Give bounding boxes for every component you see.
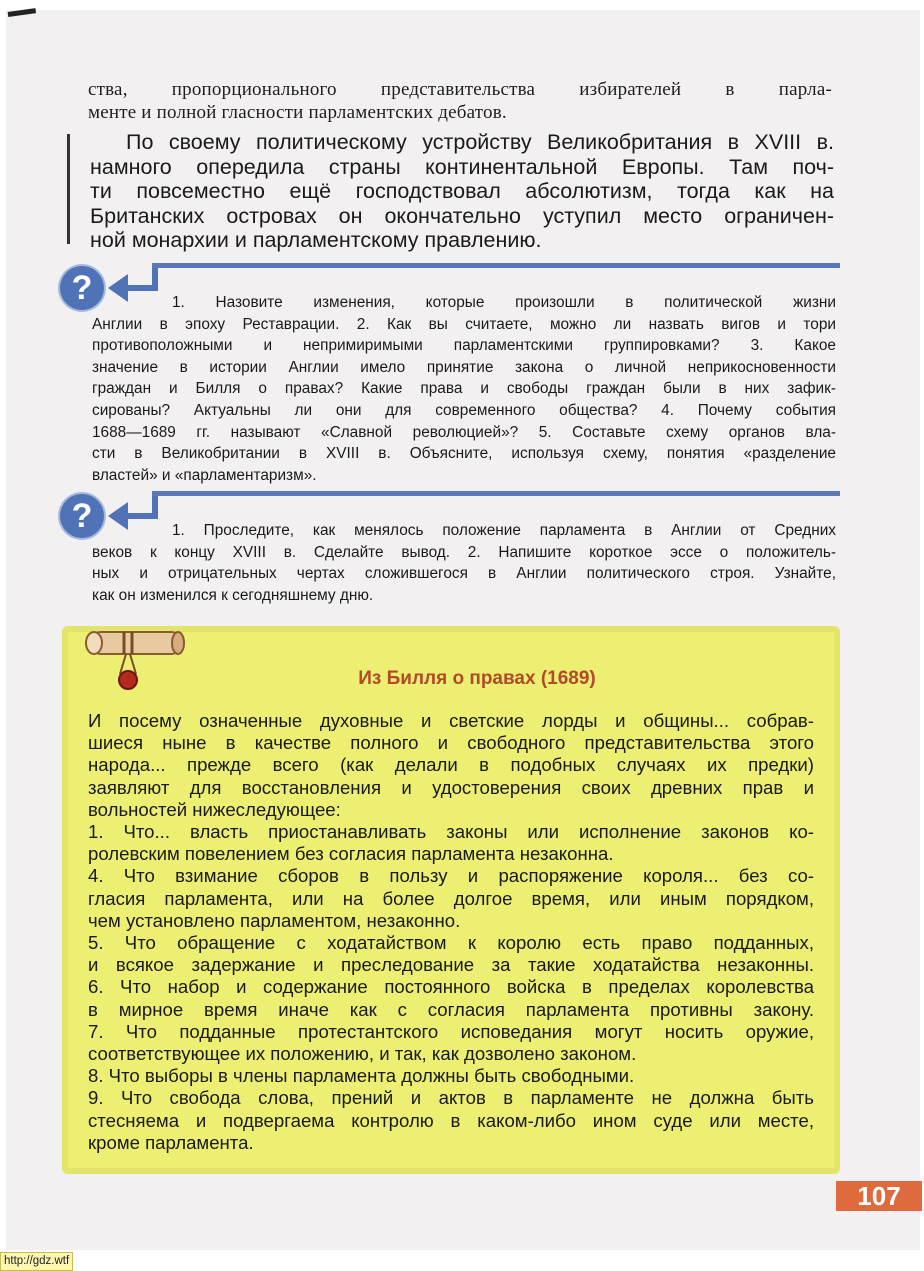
- question-line: сированы? Актуальны ли они для современного общества? 4. Почему события: [92, 401, 836, 419]
- document-line: 1. Что... власть приостанавливать законы или исполнение законов ко-: [88, 821, 814, 843]
- question-mark-icon: ?: [60, 266, 104, 310]
- margin-bar: [67, 134, 70, 244]
- document-line: 5. Что обращение с ходатайством к королю есть право подданных,: [88, 932, 814, 954]
- question-line: Англии в эпоху Реставрации. 2. Как вы считаете, можно ли назвать вигов и тори: [92, 315, 836, 333]
- text-line: ной монархии и парламентскому правлению.: [90, 228, 542, 253]
- continued-paragraph: [88, 78, 832, 124]
- question-line: сти в Великобритании в XVIII в. Объясните, используя схему, понятия «разделение: [92, 445, 836, 463]
- document-line: и всякое задержание и преследование за такие ходатайства незаконны.: [88, 954, 814, 976]
- question-line: веков к концу XVIII в. Сделайте вывод. 2. Напишите короткое эссе о положитель-: [92, 543, 836, 561]
- text-line: По своему политическому устройству Великобритания в XVIII в.: [126, 130, 834, 154]
- question-line: властей» и «парламентаризм».: [92, 466, 317, 484]
- document-body: [88, 710, 814, 1154]
- document-line: 9. Что свобода слова, прений и актов в парламенте не должна быть: [88, 1087, 814, 1109]
- text-line: намного опередила страны континентальной Европы. Там поч-: [90, 154, 834, 179]
- document-line: в мирное время иначе как с согласия парламента противны закону.: [88, 998, 814, 1020]
- text-line: ти повсеместно ещё господствовал абсолютизм, тогда как на: [90, 179, 834, 204]
- document-line: 4. Что взимание сборов в пользу и распоряжение короля... без со-: [88, 865, 814, 887]
- document-line: 8. Что выборы в члены парламента должны быть свободными.: [88, 1065, 635, 1087]
- questions-rule: [152, 263, 840, 268]
- text-line: ства, пропорционального представительства избирателей в парла-: [88, 79, 832, 100]
- document-line: народа... прежде всего (как делали в подобных случаях их предки): [88, 754, 814, 776]
- document-line: кроме парламента.: [88, 1131, 254, 1153]
- document-line: вольностей нижеследующее:: [88, 798, 341, 820]
- page-number: 107: [836, 1181, 922, 1211]
- document-line: чем установлено парламентом, незаконно.: [88, 909, 461, 931]
- question-line: значение в истории Англии имело принятие закона о личной неприкосновенности: [92, 358, 836, 376]
- document-line: 7. Что подданные протестантского исповедания могут носить оружие,: [88, 1020, 814, 1042]
- question-line: граждан и Билля о правах? Какие права и свободы граждан были в них зафик-: [92, 380, 836, 398]
- document-title: Из Билля о правах (1689): [358, 668, 596, 689]
- text-line: Британских островах он окончательно уступил место ограничен-: [90, 203, 834, 228]
- source-watermark-link[interactable]: http://gdz.wtf: [0, 1252, 73, 1271]
- document-line: ролевским повелением без согласия парламента незаконна.: [88, 843, 614, 865]
- text-line: менте и полной гласности парламентских дебатов.: [88, 102, 507, 123]
- question-line: противоположными и непримиримыми парламентскими группировками? 3. Какое: [92, 337, 836, 355]
- question-line: 1688—1689 гг. называют «Славной революцией»? 5. Составьте схему органов вла-: [92, 423, 836, 441]
- questions-text: [92, 292, 836, 486]
- question-line: ных и отрицательных чертах сложившегося в Англии политического строя. Узнайте,: [92, 565, 836, 583]
- document-line: шиеся ныне в качестве полного и свободного представительства этого: [88, 732, 814, 754]
- question-mark-icon: ?: [60, 494, 104, 538]
- document-line: стесняема и подвергаема контролю в каком-либо ином суде или месте,: [88, 1109, 814, 1131]
- document-line: И посему означенные духовные и светские лорды и общины... собрав-: [88, 710, 814, 731]
- document-line: соответствующее их положению, и так, как дозволено законом.: [88, 1043, 637, 1065]
- questions-rule: [152, 491, 840, 496]
- questions-text: [92, 520, 836, 606]
- summary-paragraph: [90, 130, 834, 253]
- question-line: 1. Назовите изменения, которые произошли в политической жизни: [172, 294, 836, 311]
- question-line: как он изменился к сегодняшнему дню.: [92, 586, 374, 604]
- document-line: гласия парламента, или на более долгое время, или иным порядком,: [88, 887, 814, 909]
- question-line: 1. Проследите, как менялось положение парламента в Англии от Средних: [172, 522, 836, 539]
- document-line: 6. Что набор и содержание постоянного войска в пределах королевства: [88, 976, 814, 998]
- document-line: заявляют для восстановления и удостоверения своих древних прав и: [88, 776, 814, 798]
